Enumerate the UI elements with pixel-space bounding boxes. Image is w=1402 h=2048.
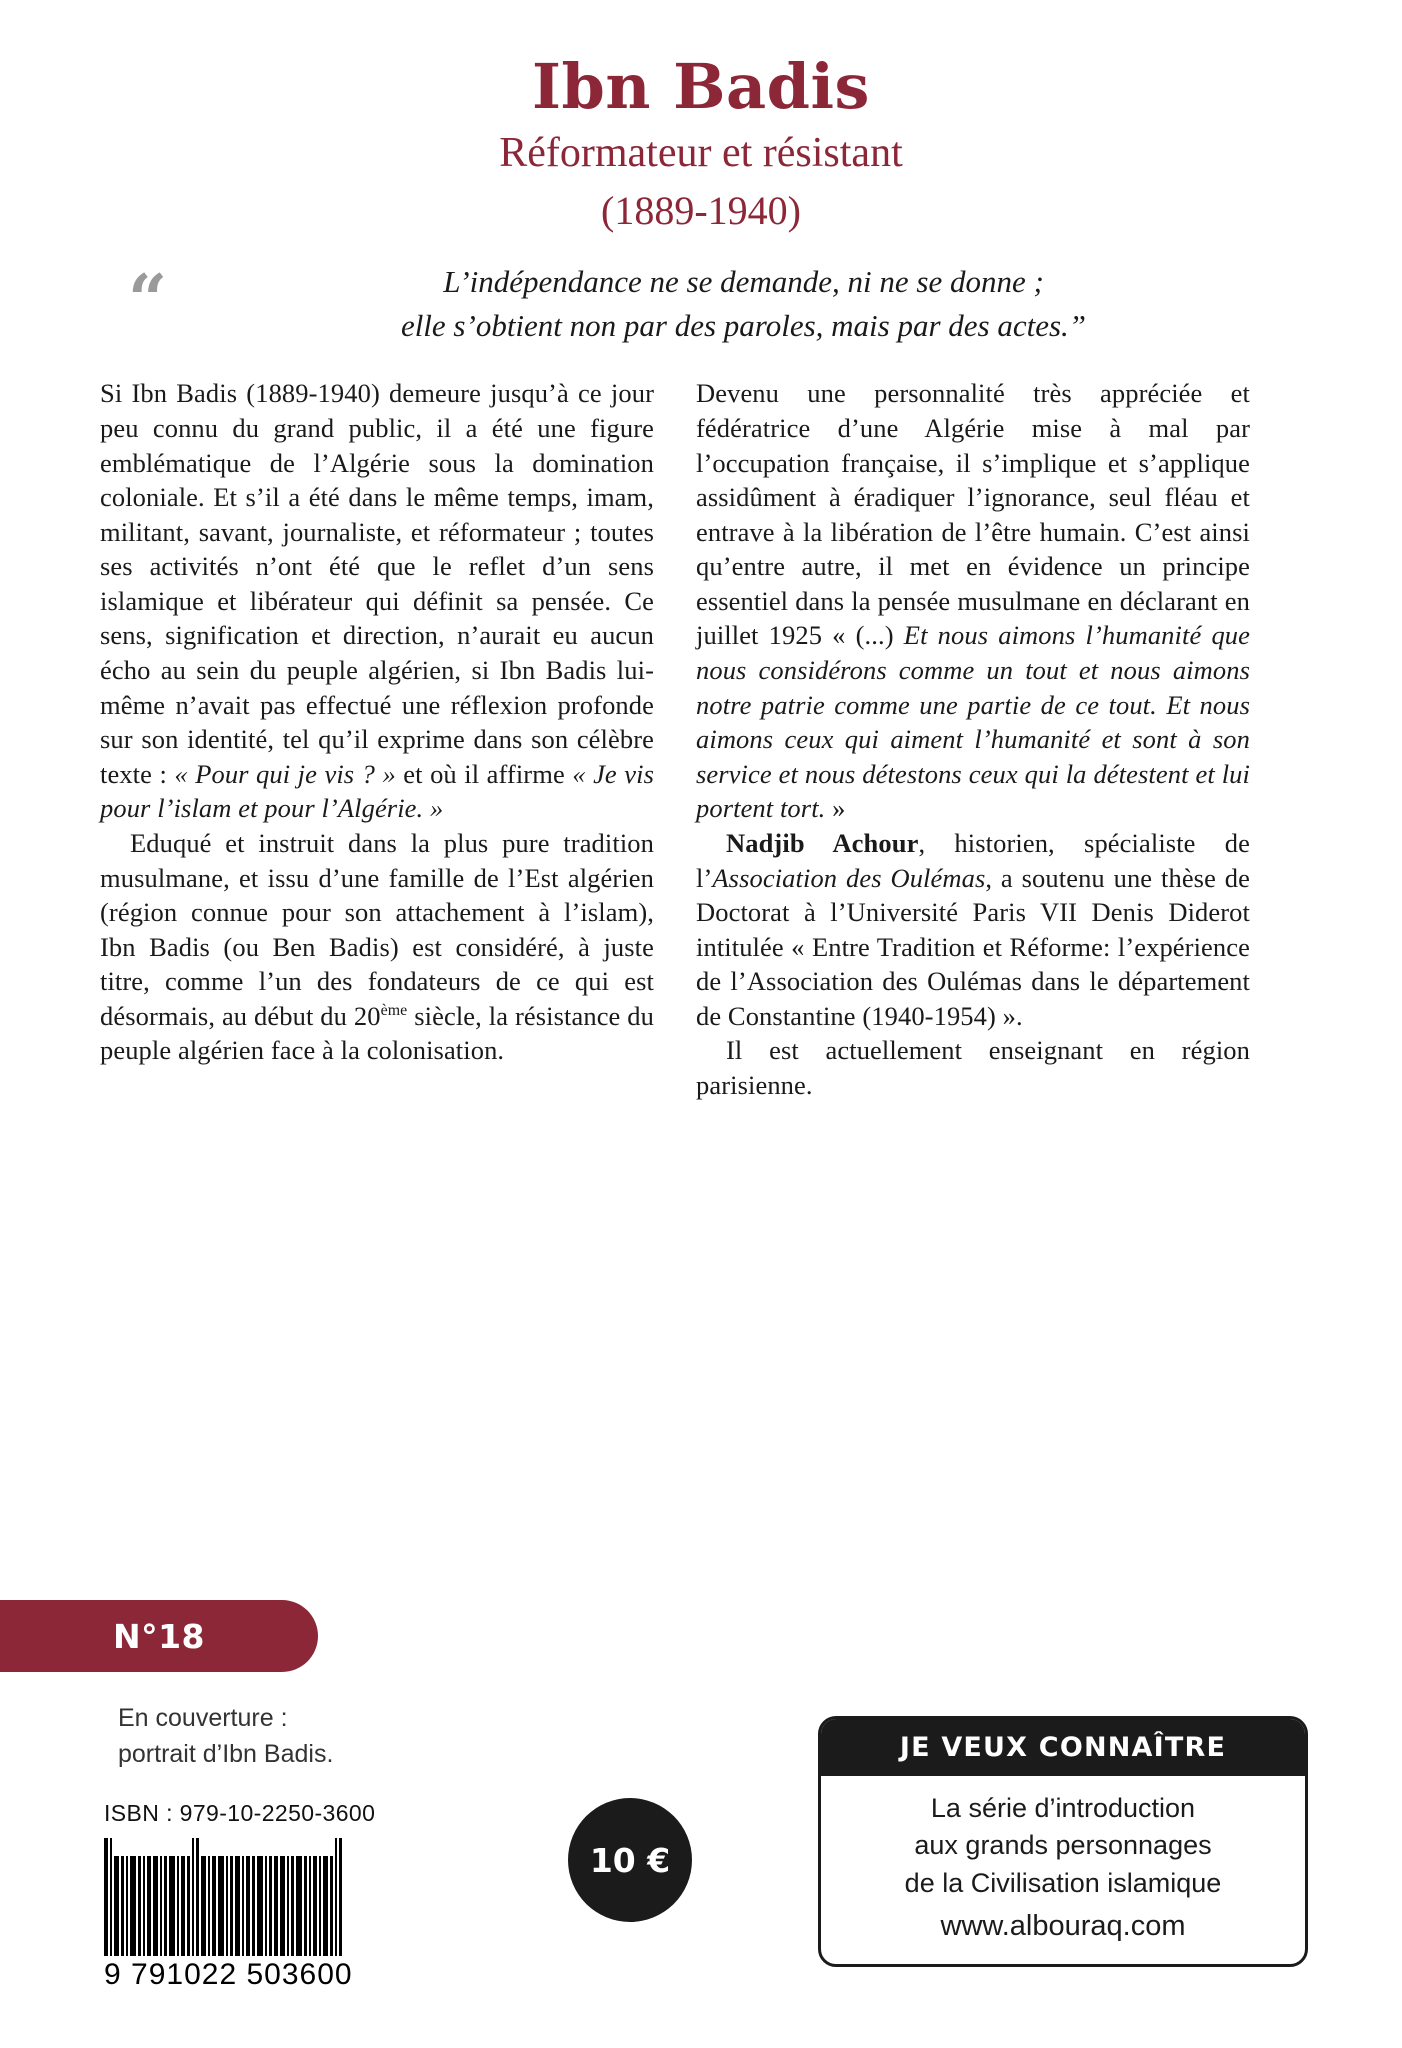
author-bio (696, 826, 1250, 1033)
series-line-2: aux grands personnages (914, 1830, 1212, 1861)
publisher-website-link[interactable]: www.albouraq.com (940, 1909, 1186, 1942)
left-column (100, 376, 654, 1068)
ordinal-suffix: ème (380, 1002, 408, 1019)
barcode-digits: 9 791022 503600 (104, 1958, 353, 1991)
page-title: Ibn Badis (532, 50, 870, 123)
series-line-1: La série d’introduction (930, 1793, 1196, 1823)
barcode-bars (104, 1838, 394, 1956)
left-paragraph-1-quote-1: « Pour qui je vis ? » (174, 758, 396, 789)
series-number-badge (0, 1600, 318, 1672)
right-column (696, 376, 1250, 1102)
barcode (104, 1838, 394, 1992)
price-badge (568, 1798, 692, 1922)
quote-text (120, 260, 1307, 348)
quote-line-2: elle s’obtient non par des paroles, mais par des actes.” (400, 308, 1087, 344)
left-paragraph-1-mid: et où il affirme (395, 758, 573, 789)
series-heading: JE VEUX CONNAÎTRE (821, 1719, 1305, 1776)
price-label: 10 € (589, 1840, 671, 1880)
body-columns (0, 376, 1402, 1102)
series-description (821, 1776, 1305, 1964)
cover-credit-line-2: portrait d’Ibn Badis. (118, 1740, 334, 1769)
series-info-box (818, 1716, 1308, 1967)
author-bio-text-b: , a soutenu une thèse de Doctorat à l’Université Paris VII Denis Diderot intitulée « Entre Tradition et Réforme: l’expérience de l’Association des Oulémas dans le département de Constantine (1940-1954) ». (696, 862, 1251, 1031)
quote-line-1: L’indépendance ne se demande, ni ne se donne ; (443, 264, 1044, 300)
cover-credit-line-1: En couverture : (118, 1704, 288, 1732)
author-bio-text-a: , historien, spécialiste de l’ (696, 827, 1250, 893)
right-paragraph-1-text-a: Devenu une personnalité très appréciée et fédératrice d’une Algérie mise à mal par l’occupation française, il s’implique et s’applique assidûment à éradiquer l’ignorance, seul fléau et entrave à la libération de l’être humain. C’est ainsi qu’entre autre, il met en évidence un principe essentiel dans la pensée musulmane en déclarant en juillet 1925 « (...) (696, 378, 1250, 651)
quote-mark-icon: “ (128, 260, 168, 341)
page-subtitle: Réformateur et résistant (499, 130, 903, 177)
series-line-3: de la Civilisation islamique (904, 1867, 1222, 1898)
life-dates: (1889-1940) (601, 188, 801, 234)
left-paragraph-1-text: Si Ibn Badis (1889-1940) demeure jusqu’à ce jour peu connu du grand public, il a été une figure emblématique de l’Algérie sous la domination coloniale. Et s’il a été dans le même temps, imam, militant, savant, journaliste, et réformateur ; toutes ses activités n’ont été que le reflet d’un sens islamique et libérateur qui définit sa pensée. Ce sens, signification et direction, n’aurait eu aucun écho au sein du peuple algérien, si Ibn Badis lui-même n’avait pas effectué une réflexion profonde sur son identité, tel qu’il exprime dans son célèbre texte : (100, 378, 654, 789)
author-name: Nadjib Achour (726, 827, 919, 858)
isbn-text: ISBN : 979-10-2250-3600 (104, 1800, 376, 1826)
right-paragraph-1-quote: Et nous aimons l’humanité que nous considérons comme un tout et nous aimons notre patrie comme une partie de ce tout. Et nous aimons ceux qui aiment l’humanité et sont à son service et nous détestons ceux qui la détestent et lui portent tort. (696, 620, 1251, 824)
right-paragraph-1-text-b: » (825, 793, 846, 824)
cover-credit (118, 1700, 333, 1773)
right-paragraph-3: Il est actuellement enseignant en région parisienne. (696, 1035, 1250, 1100)
left-paragraph-1 (100, 376, 654, 826)
right-paragraph-1 (696, 376, 1250, 826)
series-number-label: N°18 (112, 1616, 206, 1656)
left-paragraph-2 (100, 826, 654, 1068)
author-bio-association: Association des Oulémas (712, 862, 986, 893)
header (0, 0, 1402, 234)
left-paragraph-2-text-a: Eduqué et instruit dans la plus pure tradition musulmane, et issu d’une famille de l’Est algérien (région connue pour son attachement à l’islam), Ibn Badis (ou Ben Badis) est considéré, à juste titre, comme l’un des fondateurs de ce qui est désormais, au début du 20 (100, 827, 654, 1031)
left-paragraph-2-text-b: siècle, la résistance du peuple algérien face à la colonisation. (100, 1000, 654, 1066)
pull-quote (0, 260, 1402, 348)
left-paragraph-1-quote-2: « Je vis pour l’islam et pour l’Algérie. » (100, 758, 654, 824)
